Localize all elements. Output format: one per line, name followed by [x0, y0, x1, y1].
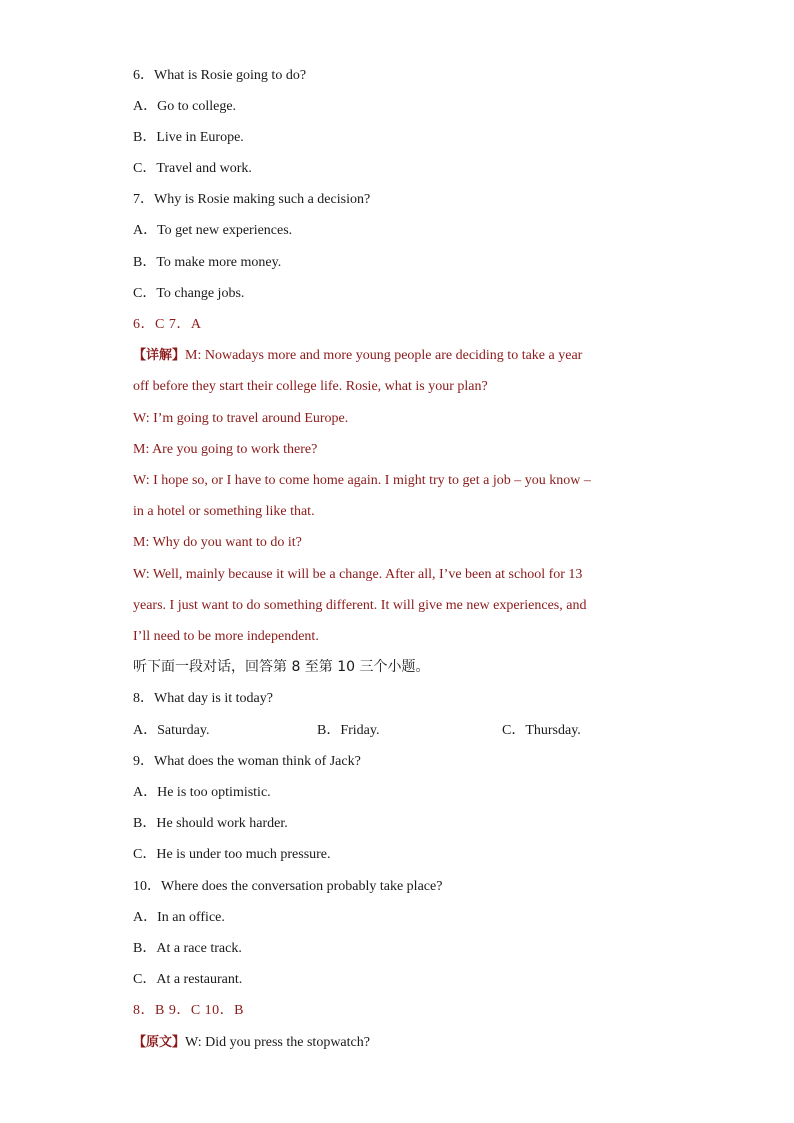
question-7: 7．Why is Rosie making such a decision?: [133, 192, 371, 207]
q9-option-c: C．He is under too much pressure.: [133, 847, 331, 862]
transcript-line: [133, 1033, 664, 1053]
answer-key-6-7: 6．C 7．A: [133, 317, 202, 332]
explanation-line: W: I’m going to travel around Europe.: [133, 411, 349, 426]
q8-option-a: A．Saturday.: [133, 723, 210, 738]
q8-option-c: C．Thursday.: [502, 723, 581, 738]
question-10: 10．Where does the conversation probably take place?: [133, 879, 443, 894]
q7-option-b: B．To make more money.: [133, 255, 282, 270]
transcript-tag: 【原文】: [133, 1035, 186, 1050]
q9-option-a: A．He is too optimistic.: [133, 785, 271, 800]
q7-option-a: A．To get new experiences.: [133, 223, 293, 238]
explanation-line: M: Why do you want to do it?: [133, 535, 302, 550]
question-9: 9．What does the woman think of Jack?: [133, 754, 361, 769]
question-8: 8．What day is it today?: [133, 691, 273, 706]
q9-option-b: B．He should work harder.: [133, 816, 288, 831]
q6-option-c: C．Travel and work.: [133, 161, 252, 176]
explanation-line: off before they start their college life. Rosie, what is your plan?: [133, 379, 488, 394]
explanation-text: M: Nowadays more and more young people are deciding to take a year: [185, 348, 583, 363]
explanation-line: I’ll need to be more independent.: [133, 629, 319, 644]
q10-option-c: C．At a restaurant.: [133, 972, 243, 987]
explanation-line: years. I just want to do something different. It will give me new experiences, and: [133, 598, 587, 613]
q10-option-a: A．In an office.: [133, 910, 225, 925]
q8-option-b: B．Friday.: [317, 723, 380, 738]
q7-option-c: C．To change jobs.: [133, 286, 245, 301]
section-instruction: 听下面一段对话，回答第 8 至第 10 三个小题。: [133, 659, 430, 675]
answer-key-8-10: 8．B 9．C 10．B: [133, 1003, 245, 1018]
transcript-text: W: Did you press the stopwatch?: [185, 1035, 370, 1050]
explanation-line: W: I hope so, or I have to come home again. I might try to get a job – you know –: [133, 473, 591, 488]
explanation-tag: 【详解】: [133, 348, 186, 363]
question-6: 6．What is Rosie going to do?: [133, 68, 307, 83]
q6-option-a: A．Go to college.: [133, 99, 237, 114]
explanation-line: [133, 346, 664, 366]
explanation-line: W: Well, mainly because it will be a change. After all, I’ve been at school for 13: [133, 567, 583, 582]
q6-option-b: B．Live in Europe.: [133, 130, 244, 145]
explanation-line: M: Are you going to work there?: [133, 442, 318, 457]
q10-option-b: B．At a race track.: [133, 941, 242, 956]
explanation-line: in a hotel or something like that.: [133, 504, 315, 519]
